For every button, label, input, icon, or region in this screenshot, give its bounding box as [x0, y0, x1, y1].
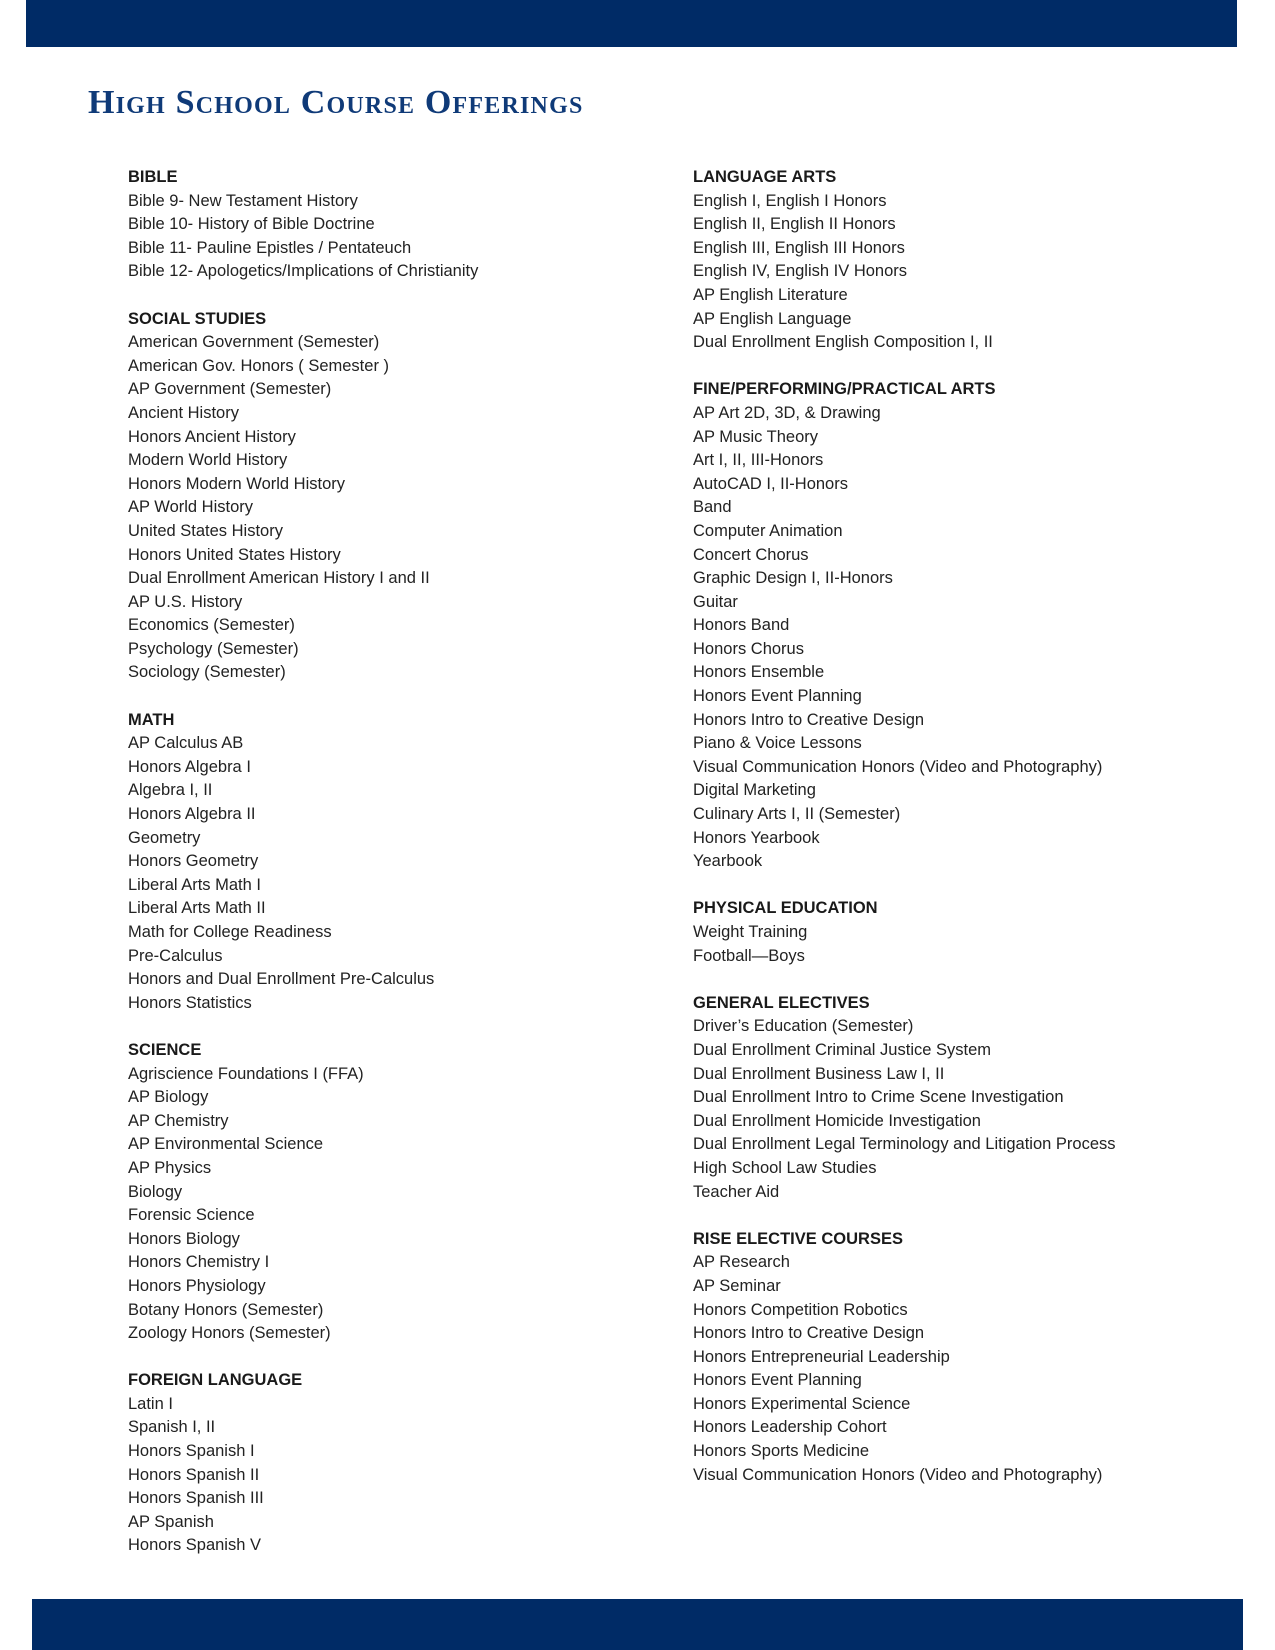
course-item: Bible 10- History of Bible Doctrine: [128, 215, 375, 234]
course-item: English III, English III Honors: [693, 238, 905, 257]
course-item: Honors Leadership Cohort: [693, 1418, 887, 1437]
course-item: Honors Band: [693, 616, 790, 635]
course-item: AP Music Theory: [693, 427, 819, 446]
course-item: Honors Yearbook: [693, 828, 820, 847]
course-item: Honors Intro to Creative Design: [693, 1324, 925, 1343]
course-item: AP Art 2D, 3D, & Drawing: [693, 403, 881, 422]
course-item: Honors Modern World History: [128, 474, 346, 493]
course-item: Football—Boys: [693, 946, 805, 965]
course-item: Dual Enrollment Legal Terminology and Litigation Process: [693, 1135, 1116, 1154]
course-item: English II, English II Honors: [693, 215, 896, 234]
course-item: Honors Intro to Creative Design: [693, 710, 925, 729]
course-item: Visual Communication Honors (Video and Photography): [693, 1465, 1103, 1484]
course-item: Dual Enrollment Business Law I, II: [693, 1064, 945, 1083]
course-item: Honors Event Planning: [693, 687, 862, 706]
course-item: AP Biology: [128, 1088, 209, 1107]
course-item: AP Chemistry: [128, 1111, 229, 1130]
course-item: Computer Animation: [693, 521, 843, 540]
course-item: Dual Enrollment Criminal Justice System: [693, 1040, 992, 1059]
course-item: Driver’s Education (Semester): [693, 1017, 914, 1036]
course-item: AP Calculus AB: [128, 734, 244, 753]
course-item: AP English Literature: [693, 285, 848, 304]
course-item: Honors Sports Medicine: [693, 1442, 870, 1461]
bottom-banner: [32, 1599, 1243, 1650]
section-heading: PHYSICAL EDUCATION: [693, 899, 878, 918]
course-item: Honors Spanish V: [128, 1536, 261, 1555]
course-item: Pre-Calculus: [128, 946, 223, 965]
course-item: High School Law Studies: [693, 1158, 877, 1177]
course-item: Algebra I, II: [128, 781, 213, 800]
course-item: Ancient History: [128, 403, 239, 422]
course-item: AP Spanish: [128, 1512, 214, 1531]
course-section: [693, 378, 1253, 873]
course-item: Economics (Semester): [128, 616, 295, 635]
section-heading: LANGUAGE ARTS: [693, 168, 837, 186]
course-item: English I, English I Honors: [693, 191, 887, 210]
course-item: Honors Physiology: [128, 1276, 266, 1295]
course-item: Guitar: [693, 592, 738, 611]
course-item: Teacher Aid: [693, 1182, 780, 1201]
left-column: [128, 166, 668, 1582]
course-item: Honors Ancient History: [128, 427, 296, 446]
course-item: Modern World History: [128, 451, 288, 470]
right-column: [693, 166, 1253, 1511]
course-item: United States History: [128, 521, 283, 540]
course-item: AP Physics: [128, 1158, 212, 1177]
course-item: Honors Algebra II: [128, 805, 256, 824]
course-item: Honors Event Planning: [693, 1371, 862, 1390]
course-item: Honors Geometry: [128, 852, 259, 871]
section-heading: BIBLE: [128, 168, 178, 186]
course-item: AP Environmental Science: [128, 1135, 324, 1154]
course-item: Culinary Arts I, II (Semester): [693, 805, 901, 824]
course-item: Honors United States History: [128, 545, 341, 564]
course-item: Honors and Dual Enrollment Pre-Calculus: [128, 970, 435, 989]
course-item: Biology: [128, 1182, 183, 1201]
course-item: Weight Training: [693, 923, 808, 941]
course-item: Bible 9- New Testament History: [128, 191, 358, 210]
course-item: American Gov. Honors ( Semester ): [128, 356, 390, 375]
course-item: Dual Enrollment American History I and II: [128, 569, 430, 588]
course-item: Art I, II, III-Honors: [693, 451, 824, 470]
course-item: Digital Marketing: [693, 781, 816, 800]
course-item: Dual Enrollment Intro to Crime Scene Investigation: [693, 1088, 1064, 1107]
course-item: Visual Communication Honors (Video and Photography): [693, 757, 1103, 776]
course-item: Honors Spanish III: [128, 1489, 264, 1508]
course-section: [128, 166, 668, 284]
course-item: Honors Competition Robotics: [693, 1300, 908, 1319]
course-item: Liberal Arts Math II: [128, 899, 266, 918]
top-banner: [26, 0, 1237, 47]
course-item: Yearbook: [693, 852, 763, 871]
course-item: Band: [693, 498, 732, 517]
section-heading: RISE ELECTIVE COURSES: [693, 1229, 903, 1248]
course-item: Dual Enrollment Homicide Investigation: [693, 1111, 981, 1130]
section-heading: GENERAL ELECTIVES: [693, 993, 870, 1012]
course-item: Honors Experimental Science: [693, 1394, 911, 1413]
course-item: Bible 11- Pauline Epistles / Pentateuch: [128, 238, 412, 257]
section-heading: SOCIAL STUDIES: [128, 309, 267, 328]
course-item: Dual Enrollment English Composition I, II: [693, 333, 993, 352]
course-item: Piano & Voice Lessons: [693, 734, 862, 753]
section-heading: SCIENCE: [128, 1040, 202, 1059]
page-title: High School Course Offerings: [88, 84, 584, 121]
course-section: [693, 897, 1253, 968]
course-item: Sociology (Semester): [128, 663, 286, 682]
course-item: AP Government (Semester): [128, 380, 332, 399]
course-item: Honors Ensemble: [693, 663, 825, 682]
course-item: American Government (Semester): [128, 333, 380, 352]
course-section: [693, 992, 1253, 1204]
section-heading: FINE/PERFORMING/PRACTICAL ARTS: [693, 380, 996, 399]
course-item: Honors Spanish I: [128, 1442, 255, 1461]
course-item: Botany Honors (Semester): [128, 1300, 324, 1319]
course-section: [693, 1228, 1253, 1488]
course-item: Honors Entrepreneurial Leadership: [693, 1347, 950, 1366]
course-item: English IV, English IV Honors: [693, 262, 908, 281]
course-item: Graphic Design I, II-Honors: [693, 569, 893, 588]
course-item: Honors Chorus: [693, 639, 804, 658]
course-item: Honors Algebra I: [128, 757, 251, 776]
course-section: [693, 166, 1253, 355]
course-item: Bible 12- Apologetics/Implications of Christianity: [128, 262, 479, 281]
course-item: Psychology (Semester): [128, 639, 299, 658]
course-section: [128, 709, 668, 1016]
course-section: [128, 308, 668, 686]
section-heading: MATH: [128, 710, 175, 729]
course-item: Liberal Arts Math I: [128, 875, 261, 894]
course-item: Zoology Honors (Semester): [128, 1324, 331, 1343]
course-item: Concert Chorus: [693, 545, 809, 564]
course-item: Honors Biology: [128, 1229, 240, 1248]
course-section: [128, 1369, 668, 1558]
course-item: Honors Statistics: [128, 993, 252, 1012]
course-item: AP Seminar: [693, 1276, 781, 1295]
course-item: Math for College Readiness: [128, 923, 332, 941]
course-item: Latin I: [128, 1394, 173, 1413]
course-item: AP U.S. History: [128, 592, 243, 611]
course-item: AP English Language: [693, 309, 852, 328]
course-item: AP World History: [128, 498, 254, 517]
section-heading: FOREIGN LANGUAGE: [128, 1371, 303, 1390]
course-item: Geometry: [128, 828, 201, 847]
course-item: Honors Spanish II: [128, 1465, 260, 1484]
course-item: Spanish I, II: [128, 1418, 216, 1437]
course-item: Forensic Science: [128, 1206, 255, 1225]
course-item: AP Research: [693, 1253, 790, 1272]
course-item: Agriscience Foundations I (FFA): [128, 1064, 364, 1083]
course-item: AutoCAD I, II-Honors: [693, 474, 848, 493]
course-item: Honors Chemistry I: [128, 1253, 270, 1272]
course-section: [128, 1039, 668, 1346]
